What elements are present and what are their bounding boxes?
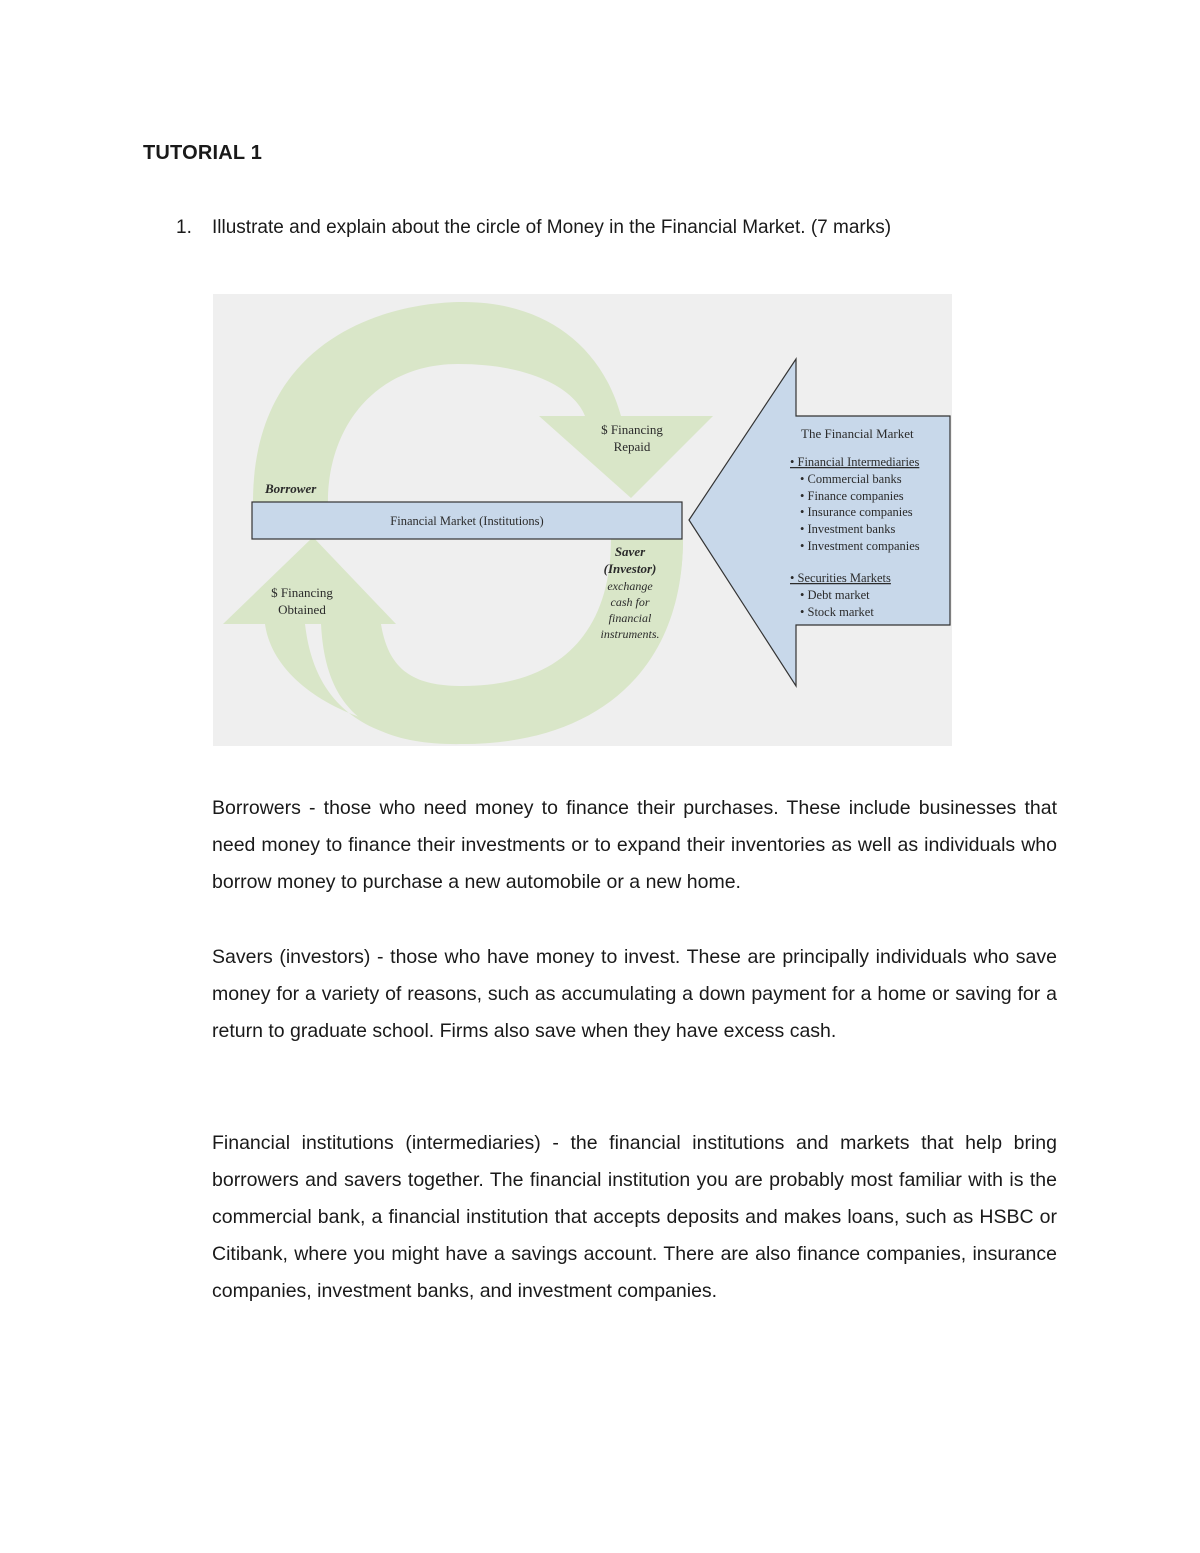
securities-heading: • Securities Markets xyxy=(790,571,891,585)
saver-label-line2: (Investor) xyxy=(603,561,657,576)
intermediary-item: • Commercial banks xyxy=(800,472,902,486)
intermediary-item: • Insurance companies xyxy=(800,505,913,519)
intermediaries-heading: • Financial Intermediaries xyxy=(790,455,920,469)
borrowers-paragraph: Borrowers - those who need money to finance their purchases. These include businesses that need money to finance their investments or to expand their inventories as well as individuals who borrow money to purchase a new automobile or a new home. xyxy=(212,797,1057,893)
center-bar-label: Financial Market (Institutions) xyxy=(390,514,544,528)
obtained-label-line1: $ Financing xyxy=(271,585,333,600)
saver-label-line4: cash for xyxy=(610,595,650,609)
page-title: TUTORIAL 1 xyxy=(143,142,263,164)
saver-label-line3: exchange xyxy=(607,579,653,593)
market-heading: The Financial Market xyxy=(801,426,914,441)
saver-label-line6: instruments. xyxy=(600,627,660,641)
securities-item: • Stock market xyxy=(800,605,874,619)
borrower-label: Borrower xyxy=(265,481,317,496)
securities-item: • Debt market xyxy=(800,588,870,602)
intermediary-item: • Investment banks xyxy=(800,522,896,536)
institutions-paragraph: Financial institutions (intermediaries) - the financial institutions and markets that help bring borrowers and savers together. The financial institution you are probably most familiar with is the commercial bank, a financial institution that accepts deposits and makes loans, such as HSBC or Citibank, where you might have a savings account. There are also finance companies, insurance companies, investment banks, and investment companies. xyxy=(212,1132,1057,1302)
obtained-label-line2: Obtained xyxy=(278,602,326,617)
intermediary-item: • Investment companies xyxy=(800,539,920,553)
question-number: 1. xyxy=(176,217,192,238)
repaid-label-line2: Repaid xyxy=(613,439,651,454)
intermediary-item: • Finance companies xyxy=(800,489,904,503)
repaid-label-line1: $ Financing xyxy=(601,422,663,437)
question-text: Illustrate and explain about the circle of Money in the Financial Market. (7 marks) xyxy=(212,217,892,238)
saver-label-line1: Saver xyxy=(614,544,646,559)
saver-label-line5: financial xyxy=(608,611,652,625)
money-circle-diagram xyxy=(213,294,952,746)
savers-paragraph: Savers (investors) - those who have money to invest. These are principally individuals who save money for a variety of reasons, such as accumulating a down payment for a home or saving for a return to graduate school. Firms also save when they have excess cash. xyxy=(212,946,1057,1042)
